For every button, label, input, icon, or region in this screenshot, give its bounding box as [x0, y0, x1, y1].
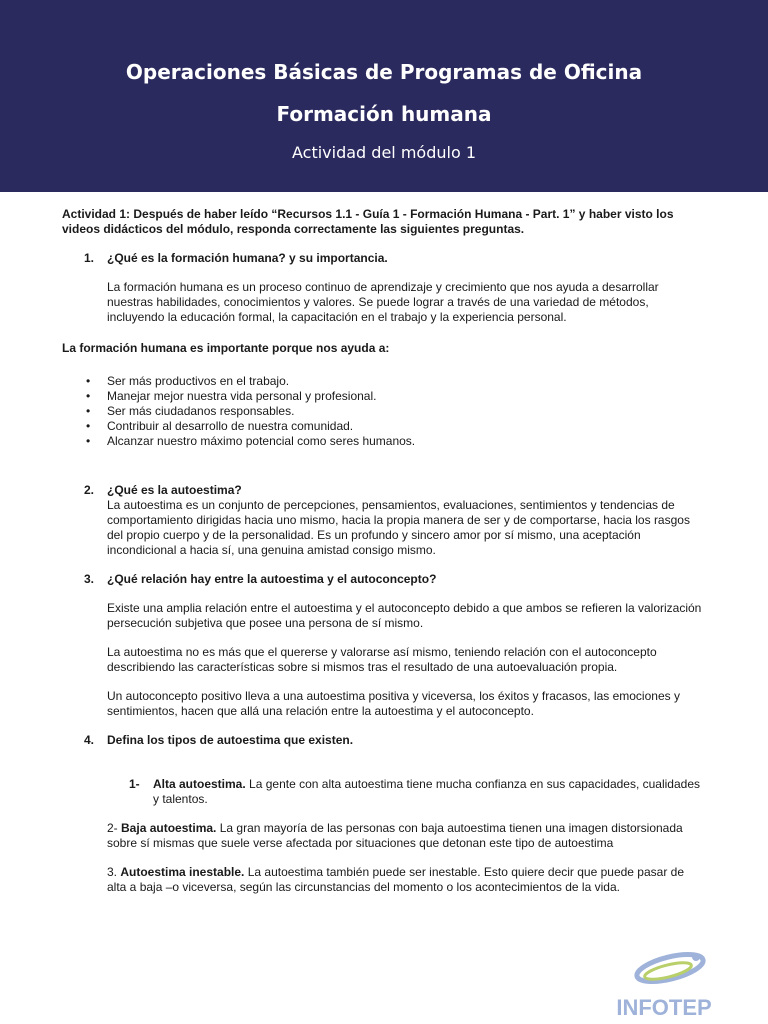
importance-heading: La formación humana es importante porque nos ayuda a:: [62, 341, 390, 355]
answer-1: La formación humana es un proceso continuo de aprendizaje y crecimiento que nos ayuda a desarrollar nuestras habilidades, conocimientos y valores. Se puede lograr a través de una variedad de métodos, incluyendo la educación formal, la capacitación en el trabajo y la experiencia personal.: [107, 280, 659, 324]
type-label: Baja autoestima.: [121, 821, 217, 835]
question-number: 4.: [84, 733, 95, 747]
list-item: • Ser más productivos en el trabajo.: [86, 374, 290, 388]
question-3: [62, 572, 702, 587]
type-description: La gran mayoría de las personas con baja autoestima tienen una imagen distorsionada sobre sí mismas que suele verse afectada por situaciones que detonan este tipo de autoestima: [107, 821, 683, 850]
bullet-icon: •: [86, 434, 91, 448]
type-label: Alta autoestima.: [153, 777, 246, 791]
question-number: 2.: [84, 483, 95, 497]
activity-label: Actividad del módulo 1: [292, 143, 476, 162]
list-item: • Contribuir al desarrollo de nuestra comunidad.: [86, 419, 354, 433]
document-header: [0, 0, 768, 192]
self-esteem-type-low: [107, 821, 702, 851]
type-description: La autoestima también puede ser inestable. Esto quiere decir que puede pasar de alta a baja –o viceversa, según las circunstancias del momento o los acontecimientos de la vida.: [107, 865, 684, 894]
document-title: Operaciones Básicas de Programas de Oficina: [125, 60, 643, 84]
answer-3-paragraph: Existe una amplia relación entre el autoestima y el autoconcepto debido a que ambos se refieren la valorización persecución subjetiva que posee una persona de sí mismo.: [107, 601, 702, 630]
type-number: 2-: [107, 821, 122, 835]
answer-2: La autoestima es un conjunto de percepciones, pensamientos, evaluaciones, sentimientos y tendencias de comportamiento dirigidas hacia uno mismo, hacia la propia manera de ser y de comportarse, hacia los rasgos del propio cuerpo y de la personalidad. Es un profundo y sincero amor por sí mismo, una aceptación incondicional a hacia sí, una genuina amistad consigo mismo.: [107, 498, 690, 557]
type-description: La gente con alta autoestima tiene mucha confianza en sus capacidades, cualidades y talentos.: [153, 777, 701, 806]
question-text: ¿Qué relación hay entre la autoestima y el autoconcepto?: [107, 572, 437, 586]
question-4: [62, 733, 702, 748]
question-number: 1.: [84, 251, 95, 265]
question-2: [62, 483, 702, 498]
question-text: Defina los tipos de autoestima que existen.: [107, 733, 354, 747]
bullet-icon: •: [86, 389, 91, 403]
answer-3-paragraph: La autoestima no es más que el quererse y valorarse así mismo, teniendo relación con el autoconcepto describiendo las características sobre si mismos tras el resultado de una autoevaluación propia.: [107, 645, 657, 674]
question-1: [62, 251, 702, 266]
question-text: ¿Qué es la autoestima?: [107, 483, 242, 497]
self-esteem-type-high: [129, 777, 702, 807]
answer-3-paragraph: Un autoconcepto positivo lleva a una autoestima positiva y viceversa, los éxitos y fracasos, las emociones y sentimientos, hacen que allá una relación entre la autoestima y el autoconcepto.: [107, 689, 680, 718]
bullet-icon: •: [86, 419, 91, 433]
type-label: Autoestima inestable.: [120, 865, 245, 879]
list-item: • Manejar mejor nuestra vida personal y profesional.: [86, 389, 377, 403]
logo-wordmark: INFOTEP: [616, 995, 712, 1018]
importance-list: [86, 374, 702, 449]
document-body: [62, 207, 702, 895]
question-text: ¿Qué es la formación humana? y su importancia.: [107, 251, 388, 265]
list-item: • Ser más ciudadanos responsables.: [86, 404, 295, 418]
self-esteem-type-unstable: [107, 865, 702, 895]
bullet-icon: •: [86, 404, 91, 418]
document-subtitle: Formación humana: [276, 102, 492, 126]
infotep-logo: [604, 944, 724, 1018]
type-number: 1-: [129, 777, 140, 791]
infotep-logo-icon: [604, 944, 724, 1018]
bullet-icon: •: [86, 374, 91, 388]
list-item: • Alcanzar nuestro máximo potencial como seres humanos.: [86, 434, 416, 448]
activity-instructions: Actividad 1: Después de haber leído “Recursos 1.1 - Guía 1 - Formación Humana - Part. 1” y haber visto los videos didácticos del módulo, responda correctamente las siguientes preguntas.: [62, 207, 674, 236]
question-number: 3.: [84, 572, 95, 586]
type-number: 3.: [107, 865, 121, 879]
